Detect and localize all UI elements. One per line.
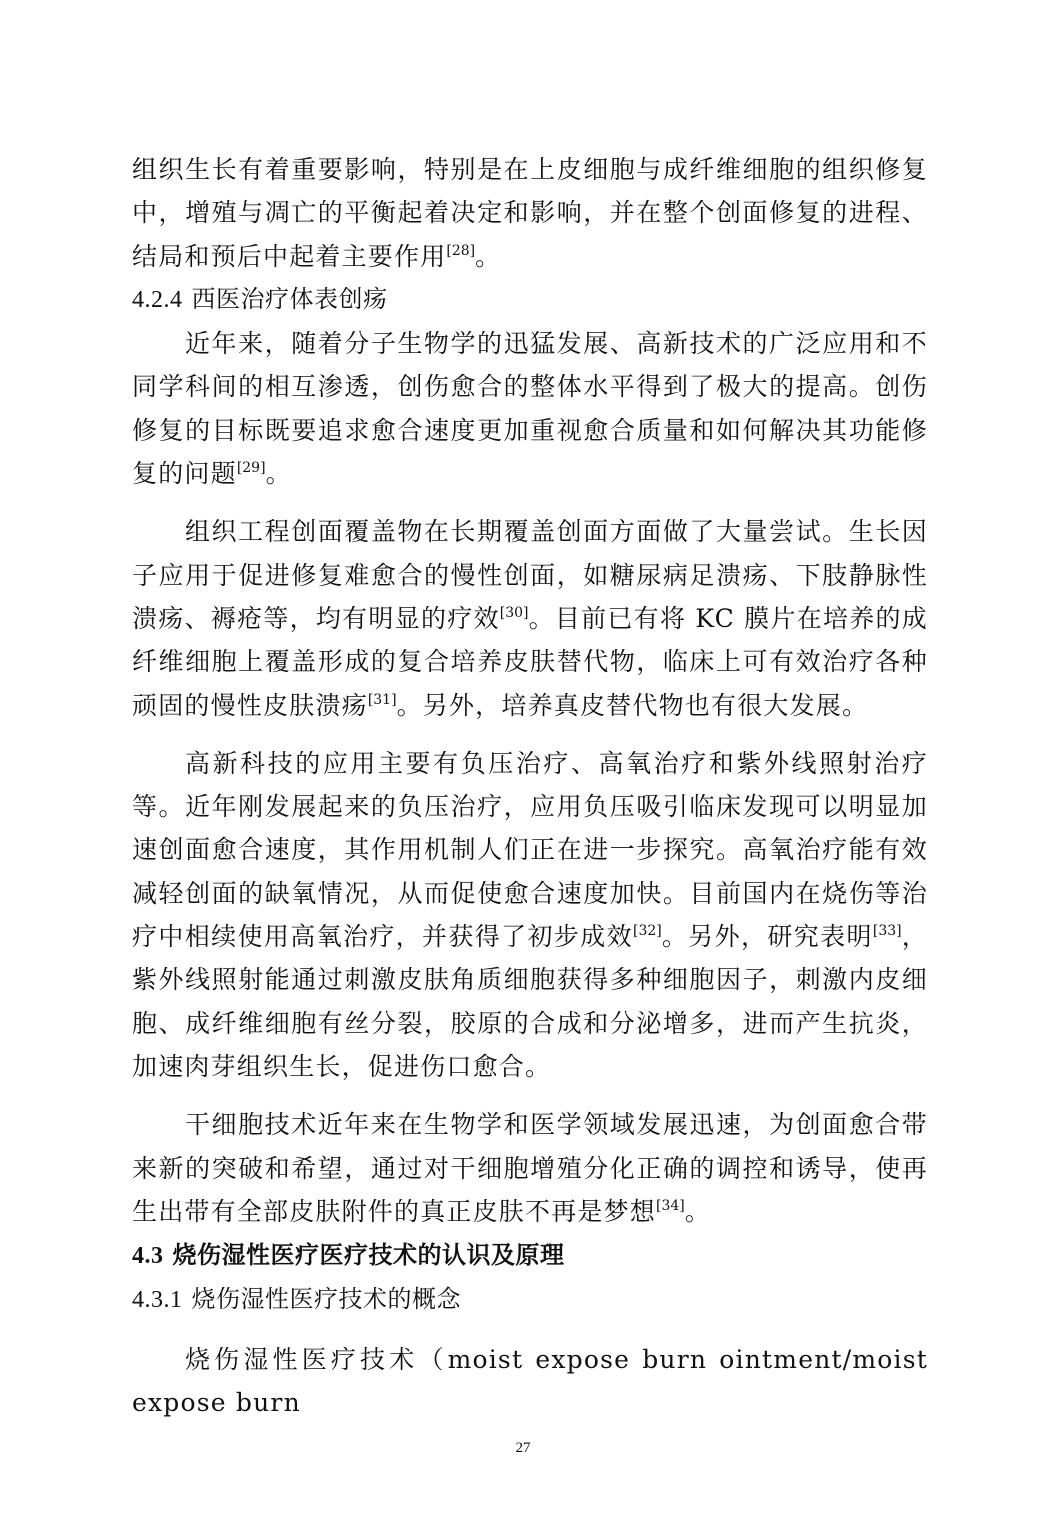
text-run: 。 [475,241,502,271]
section-number: 4.3.1 [132,1287,183,1314]
text-run: 。另外，培养真皮替代物也有很大发展。 [396,690,869,720]
text-run: 高新科技的应用主要有负压治疗、高氧治疗和紫外线照射治疗等。近年刚发展起来的负压治疗，应用负压吸引临床发现可以明显加速创面愈合速度，其作用机制人们正在进一步探究。高氧治疗能有效减轻创面的缺氧情况，从而促使愈合速度加快。目前国内在烧伤等治疗中相续使用高氧治疗，并获得了初步成效 [132,748,928,952]
text-run: 组织生长有着重要影响，特别是在上皮细胞与成纤维细胞的组织修复中，增殖与凋亡的平衡起着决定和影响，并在整个创面修复的进程、结局和预后中起着主要作用 [132,155,928,271]
paragraph [132,148,928,278]
section-number: 4.3 [132,1243,164,1270]
citation-ref: [30] [499,604,529,621]
text-run: 。 [684,1196,711,1226]
paragraph [132,1338,928,1425]
citation-ref: [29] [236,460,266,477]
page-body [132,148,928,1424]
text-run: 干细胞技术近年来在生物学和医学领域发展迅速，为创面愈合带来新的突破和希望，通过对干细胞增殖分化正确的调控和诱导，使再生出带有全部皮肤附件的真正皮肤不再是梦想 [132,1110,928,1226]
paragraph [132,510,928,726]
section-title: 西医治疗体表创疡 [191,284,388,313]
section-heading-4-3-1 [132,1278,928,1322]
page-number: 27 [515,1440,531,1456]
citation-ref: [33] [872,923,902,940]
text-run: 。目前已有将 KC 膜片在培养的成纤维细胞上覆盖形成的复合培养皮肤替代物，临床上可有效治疗各种顽固的慢性皮肤溃疡 [132,603,928,720]
text-run: 组织工程创面覆盖物在长期覆盖创面方面做了大量尝试。生长因子应用于促进修复难愈合的慢性创面，如糖尿病足溃疡、下肢静脉性溃疡、褥疮等，均有明显的疗效 [132,517,928,633]
citation-ref: [28] [446,242,476,259]
section-title: 烧伤湿性医疗技术的概念 [191,1285,461,1314]
paragraph [132,1103,928,1233]
section-heading-4-3 [132,1233,928,1278]
citation-ref: [31] [367,691,397,708]
citation-ref: [34] [656,1197,685,1214]
section-title: 烧伤湿性医疗医疗技术的认识及原理 [172,1240,565,1270]
section-heading-4-2-4 [132,278,928,322]
text-run: 烧伤湿性医疗技术（moist expose burn ointment/moist expose burn [132,1344,928,1418]
text-run: ，紫外线照射能通过刺激皮肤角质细胞获得多种细胞因子，刺激内皮细胞、成纤维细胞有丝分裂，胶原的合成和分泌增多，进而产生抗炎，加速肉芽组织生长，促进伤口愈合。 [132,922,928,1081]
paragraph [132,742,928,1088]
text-run: 。 [265,459,292,489]
text-run: 。另外，研究表明 [661,922,873,952]
paragraph [132,322,928,495]
section-number: 4.2.4 [132,286,183,313]
citation-ref: [32] [633,923,662,940]
text-run: 近年来，随着分子生物学的迅猛发展、高新技术的广泛应用和不同学科间的相互渗透，创伤愈合的整体水平得到了极大的提高。创伤修复的目标既要追求愈合速度更加重视愈合质量和如何解决其功能修复的问题 [132,329,928,489]
